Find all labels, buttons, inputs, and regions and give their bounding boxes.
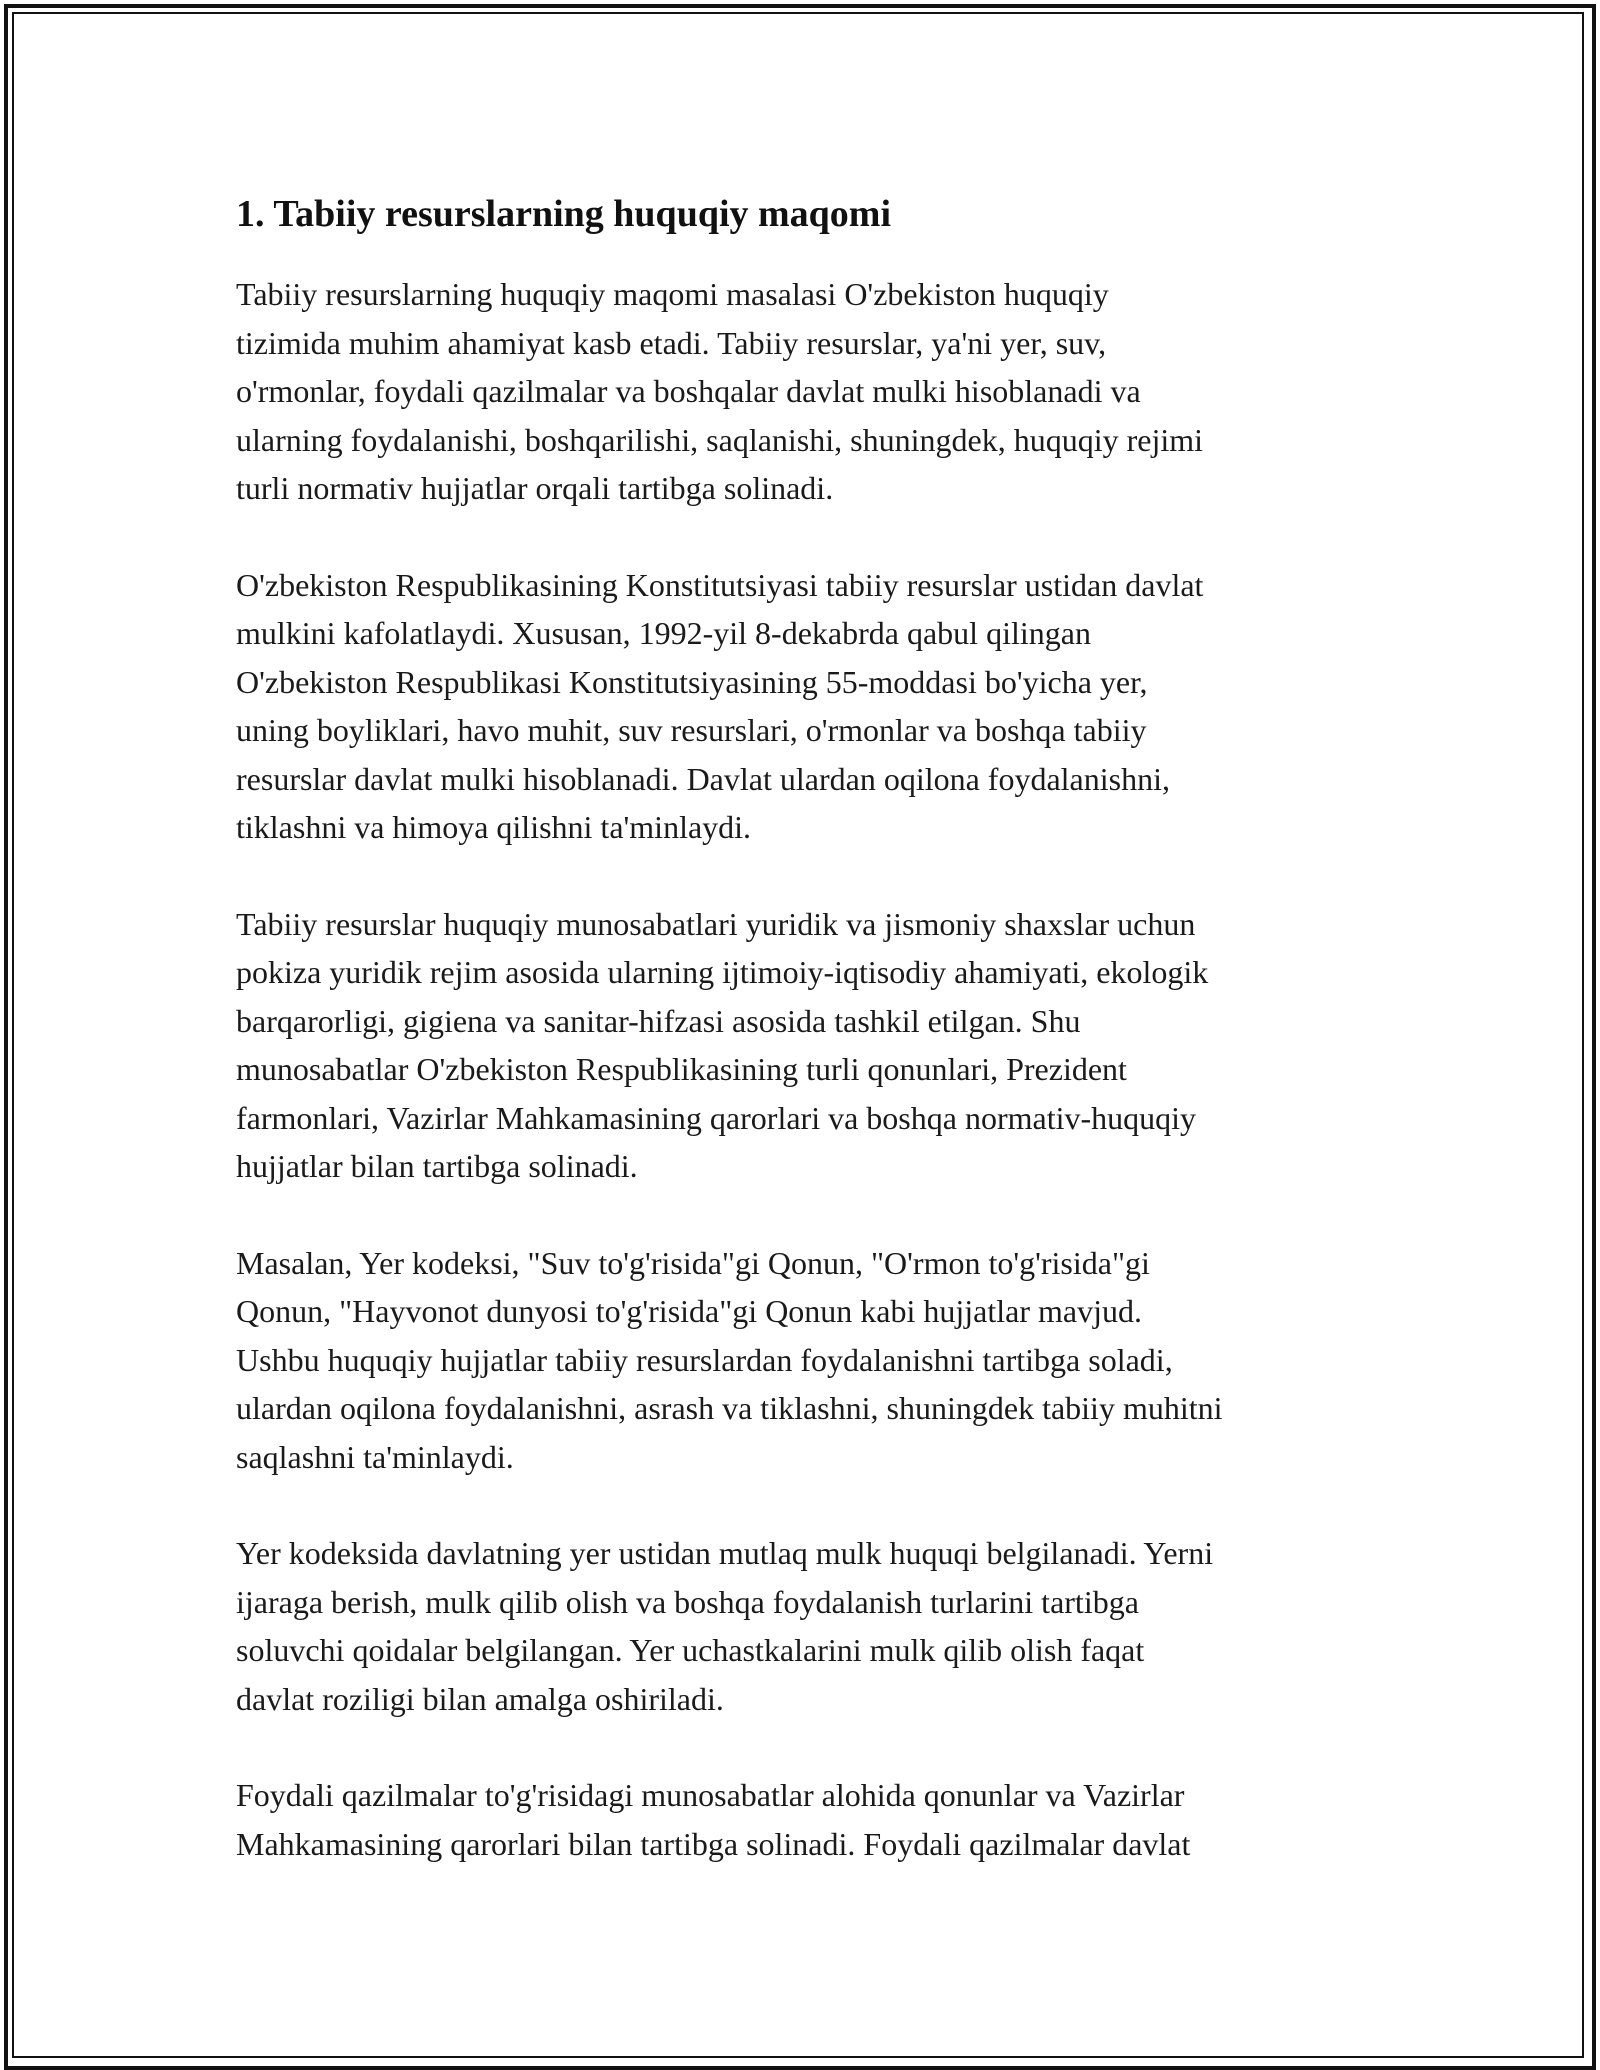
paragraph-line: tizimida muhim ahamiyat kasb etadi. Tabiiy resurslar, ya'ni yer, suv, xyxy=(236,324,1107,361)
paragraph-line: Tabiiy resurslarning huquqiy maqomi masalasi O'zbekiston huquqiy xyxy=(236,276,1109,312)
paragraph xyxy=(236,1239,1386,1482)
section-heading: 1. Tabiiy resurslarning huquqiy maqomi xyxy=(236,193,892,235)
paragraph-line: uning boyliklari, havo muhit, suv resurslari, o'rmonlar va boshqa tabiiy xyxy=(236,712,1147,748)
paragraph-line: Yer kodeksida davlatning yer ustidan mutlaq mulk huquqi belgilanadi. Yerni xyxy=(236,1535,1214,1571)
paragraph-line: mulkini kafolatlaydi. Xususan, 1992-yil 8-dekabrda qabul qilingan xyxy=(236,615,1091,651)
paragraph-line: Mahkamasining qarorlari bilan tartibga solinadi. Foydali qazilmalar davlat xyxy=(236,1825,1191,1862)
paragraph-line: o'rmonlar, foydali qazilmalar va boshqalar davlat mulki hisoblanadi va xyxy=(236,373,1141,409)
paragraph-line: barqarorligi, gigiena va sanitar-hifzasi asosida tashkil etilgan. Shu xyxy=(236,1002,1081,1039)
paragraph-line: farmonlari, Vazirlar Mahkamasining qarorlari va boshqa normativ-huquqiy xyxy=(236,1099,1197,1136)
paragraph-list xyxy=(236,270,1386,1868)
paragraph xyxy=(236,270,1386,513)
paragraph-line: Foydali qazilmalar to'g'risidagi munosabatlar alohida qonunlar va Vazirlar xyxy=(236,1777,1185,1813)
paragraph-line: Ushbu huquqiy hujjatlar tabiiy resurslardan foydalanishni tartibga soladi, xyxy=(236,1341,1173,1378)
paragraph-line: Masalan, Yer kodeksi, "Suv to'g'risida"gi Qonun, "O'rmon to'g'risida"gi xyxy=(236,1244,1150,1281)
paragraph-line: ulardan oqilona foydalanishni, asrash va tiklashni, shuningdek tabiiy muhitni xyxy=(236,1390,1223,1426)
paragraph-line: turli normativ hujjatlar orqali tartibga solinadi. xyxy=(236,470,834,506)
paragraph xyxy=(236,900,1386,1191)
paragraph-line: pokiza yuridik rejim asosida ularning ijtimoiy-iqtisodiy ahamiyati, ekologik xyxy=(236,954,1209,990)
paragraph-line: hujjatlar bilan tartibga solinadi. xyxy=(236,1148,638,1184)
paragraph xyxy=(236,1771,1386,1868)
paragraph xyxy=(236,561,1386,852)
paragraph xyxy=(236,1529,1386,1723)
paragraph-line: Tabiiy resurslar huquqiy munosabatlari yuridik va jismoniy shaxslar uchun xyxy=(236,905,1196,942)
paragraph-line: davlat roziligi bilan amalga oshiriladi. xyxy=(236,1680,724,1717)
document-body xyxy=(236,186,1386,1916)
paragraph-line: saqlashni ta'minlaydi. xyxy=(236,1438,514,1475)
paragraph-line: resurslar davlat mulki hisoblanadi. Davlat ulardan oqilona foydalanishni, xyxy=(236,760,1170,797)
paragraph-line: O'zbekiston Respublikasining Konstitutsiyasi tabiiy resurslar ustidan davlat xyxy=(236,566,1204,603)
paragraph-line: munosabatlar O'zbekiston Respublikasining turli qonunlari, Prezident xyxy=(236,1051,1127,1087)
paragraph-line: tiklashni va himoya qilishni ta'minlaydi. xyxy=(236,809,752,845)
paragraph-line: ularning foydalanishi, boshqarilishi, saqlanishi, shuningdek, huquqiy rejimi xyxy=(236,421,1203,458)
paragraph-line: ijaraga berish, mulk qilib olish va boshqa foydalanish turlarini tartibga xyxy=(236,1583,1139,1620)
paragraph-line: Qonun, "Hayvonot dunyosi to'g'risida"gi Qonun kabi hujjatlar mavjud. xyxy=(236,1293,1142,1329)
paragraph-line: soluvchi qoidalar belgilangan. Yer uchastkalarini mulk qilib olish faqat xyxy=(236,1632,1145,1668)
paragraph-line: O'zbekiston Respublikasi Konstitutsiyasining 55-moddasi bo'yicha yer, xyxy=(236,663,1148,700)
